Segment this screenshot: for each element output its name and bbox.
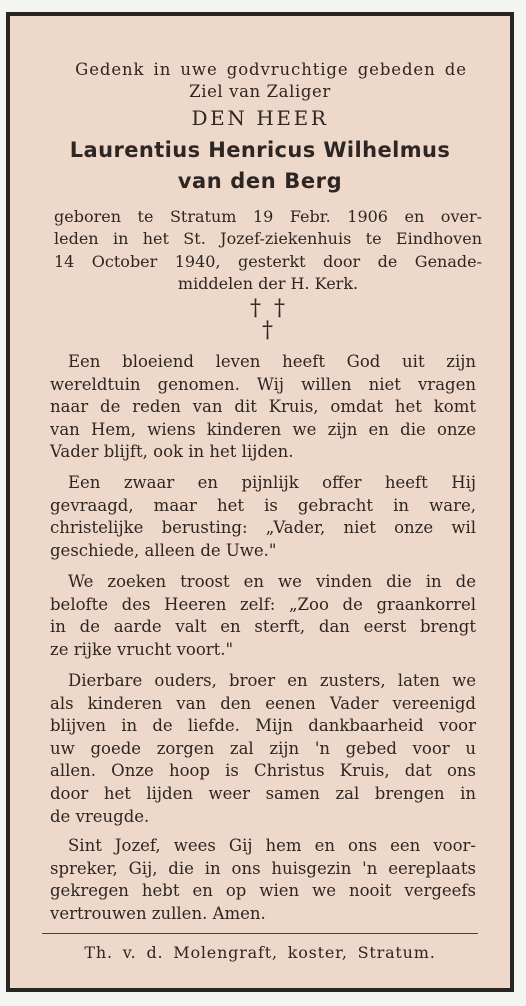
paragraph [50,571,476,661]
biography-line: middelen der H. Kerk. [177,273,359,293]
paragraph-line: wereldtuin genomen. Wij willen niet vragen [50,374,476,394]
paragraph-line: spreker, Gij, die in ons huisgezin 'n eereplaats [50,858,476,878]
biography-line: 14 October 1940, gesterkt door de Genade- [54,251,482,271]
paragraph [50,670,476,828]
intro-line: Ziel van Zaliger [189,82,331,101]
paragraph-line: belofte des Heeren zelf: „Zoo de graankorrel [50,594,476,614]
intro-line: Gedenk in uwe godvruchtige gebeden de [75,60,467,79]
paragraph-line: allen. Onze hoop is Christus Kruis, dat ons [50,761,476,781]
paragraph-line: vertrouwen zullen. Amen. [50,903,266,923]
paragraph-line: Dierbare ouders, broer en zusters, laten we [68,671,476,690]
paragraph [50,351,476,464]
deceased-name: Laurentius Henricus Wilhelmus [69,138,451,162]
deceased-surname: van den Berg [177,169,343,193]
paragraph-line: van Hem, wiens kinderen we zijn en die onze [50,419,476,439]
paragraph-line: blijven in de liefde. Mijn dankbaarheid voor [50,716,476,736]
paragraph-line: Vader blijft, ook in het lijden. [50,442,294,462]
paragraph-line: Een zwaar en pijnlijk offer heeft Hij [68,473,476,492]
paragraph-line: uw goede zorgen zal zijn 'n gebed voor u [50,738,476,758]
paragraph-line: gevraagd, maar het is gebracht in ware, [50,495,476,515]
paragraph [50,472,476,562]
paragraph-line: gekregen hebt en op wien we nooit vergeefs [50,881,476,901]
cross-icon: † [250,296,261,321]
paragraph-line: ze rijke vrucht voort." [50,639,234,659]
paragraph [50,835,476,925]
biography [54,206,482,295]
paragraph-line: als kinderen van den eenen Vader vereenigd [50,693,476,713]
printer-credit: Th. v. d. Molengraft, koster, Stratum. [84,943,436,962]
paragraph-line: We zoeken troost en we vinden die in de [68,572,476,591]
paragraph-line: door het lijden weer samen zal brengen in [50,783,476,803]
biography-line: leden in het St. Jozef-ziekenhuis te Eindhoven [54,229,482,249]
biography-line: geboren te Stratum 19 Febr. 1906 en over- [54,207,482,226]
paragraph-line: naar de reden van dit Kruis, omdat het komt [50,397,476,417]
memorial-card [6,12,514,992]
paragraph-line: in de aarde valt en sterft, dan eerst brengt [50,617,476,637]
cross-icon: † [274,296,285,321]
paragraph-line: Sint Jozef, wees Gij hem en ons een voor- [68,836,476,855]
paragraph-line: christelijke berusting: „Vader, niet onze wil [50,518,476,538]
page-title: DEN HEER [191,106,329,130]
cross-icon: † [262,318,273,343]
paragraph-line: Een bloeiend leven heeft God uit zijn [68,352,476,371]
paragraph-line: geschiede, alleen de Uwe." [50,540,277,560]
paragraph-line: de vreugde. [50,806,150,826]
footer-divider [42,933,478,934]
